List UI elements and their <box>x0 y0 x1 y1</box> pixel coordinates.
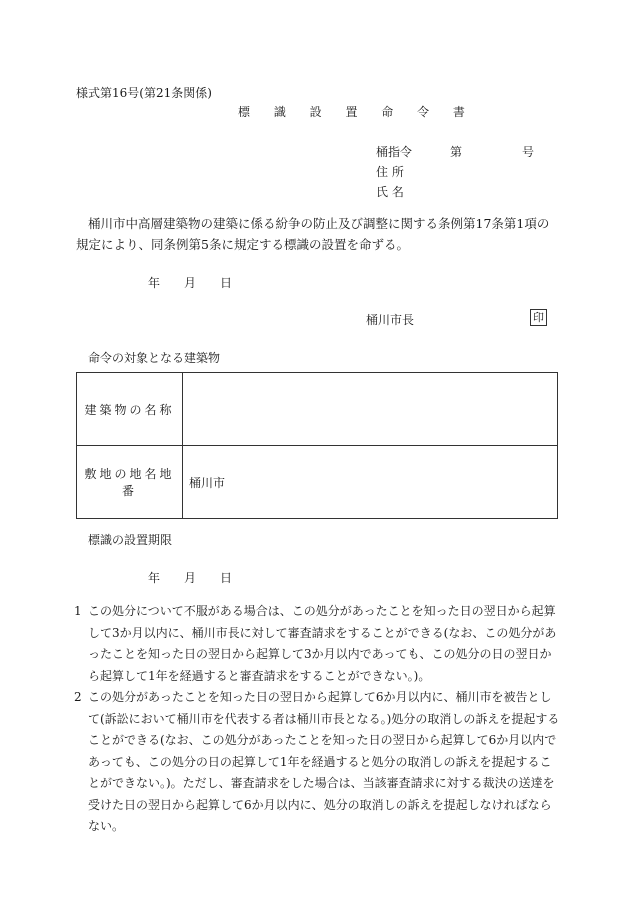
installation-deadline-heading: 標識の設置期限 <box>88 533 173 547</box>
target-building-heading: 命令の対象となる建築物 <box>88 351 221 365</box>
target-building-table <box>76 372 558 519</box>
deadline-year-label: 年 <box>148 571 161 585</box>
form-number: 様式第16号(第21条関係) <box>76 86 212 100</box>
building-name-label: 建築物の名称 <box>77 373 183 446</box>
mayor-signature: 桶川市長 <box>366 313 415 327</box>
appeal-notes <box>74 601 560 838</box>
seal-mark: 印 <box>530 309 547 326</box>
deadline-month-label: 月 <box>184 571 197 585</box>
site-address-label: 敷地の地名地番 <box>77 446 183 519</box>
document-title: 標 識 設 置 命 令 書 <box>238 105 475 119</box>
office-reference <box>376 143 412 160</box>
address-label: 住 所 <box>376 165 404 179</box>
number-prefix: 第 <box>450 145 463 159</box>
name-label: 氏 名 <box>376 185 404 199</box>
note-number: 2 <box>74 690 82 704</box>
table-row <box>77 446 558 519</box>
table-row <box>77 373 558 446</box>
note-text: この処分について不服がある場合は、この処分があったことを知った日の翌日から起算して3か月以内に、桶川市長に対して審査請求をすることができる(なお、この処分があったことを知った日の翌日から起算して3か月以内であっても、この処分の日の翌日から起算して1年を経過すると審査請求をすることができない。)。 <box>88 604 557 683</box>
date-month-label: 月 <box>184 276 197 290</box>
site-address-value: 桶川市 <box>183 446 558 519</box>
date-year-label: 年 <box>148 276 161 290</box>
note-text: この処分があったことを知った日の翌日から起算して6か月以内に、桶川市を被告として(訴訟において桶川市を代表する者は桶川市長となる。)処分の取消しの訴えを提起することができる(なお、この処分があったことを知った日の翌日から起算して6か月以内であっても、この処分の日の起算して1年を経過すると処分の取消しの訴えを提起することができない。)。ただし、審査請求をした場合は、当該審査請求に対する裁決の送達を受けた日の翌日から起算して6か月以内に、処分の取消しの訴えを提起しなければならない。 <box>88 690 560 833</box>
number-suffix: 号 <box>522 145 535 159</box>
note-number: 1 <box>74 604 82 618</box>
list-item <box>74 687 560 838</box>
office-label: 桶指令 <box>376 145 413 159</box>
date-day-label: 日 <box>220 276 233 290</box>
building-name-value <box>183 373 558 446</box>
deadline-day-label: 日 <box>220 571 233 585</box>
order-text: 桶川市中高層建築物の建築に係る紛争の防止及び調整に関する条例第17条第1項の規定により、同条例第5条に規定する標識の設置を命ずる。 <box>76 216 550 252</box>
list-item <box>74 601 560 687</box>
